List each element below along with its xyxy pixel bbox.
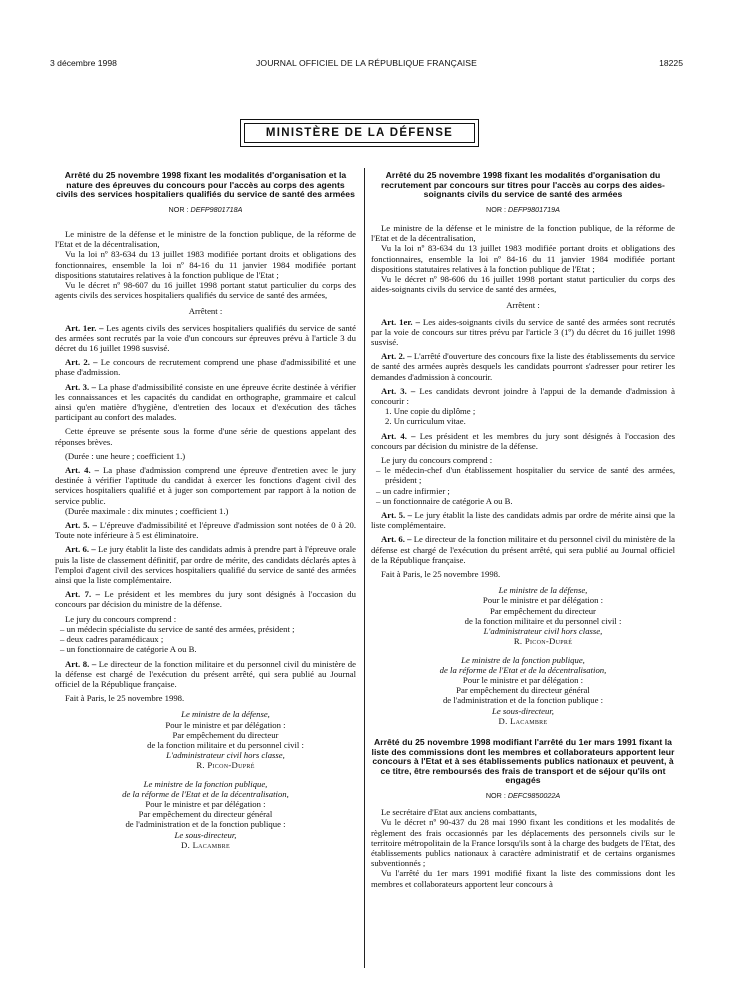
signature-line: Par empêchement du directeur [490,605,596,616]
ministry-heading-box [240,119,479,147]
signature-line: Le ministre de la fonction publique, [143,778,268,789]
article-label: Art. 6. – [65,544,96,555]
left-article-4-duration: (Durée maximale : dix minutes ; coefficient 1.) [65,505,229,516]
right-jury-list [371,465,675,506]
left-signature-defense [95,709,356,770]
article-label: Art. 4. – [381,430,416,441]
article-text: Le jury établit la liste des candidats admis par ordre de mérite ainsi que la liste complémentaire. [371,510,675,531]
left-visa: Vu le décret nº 98-607 du 16 juillet 1998 portant statut particulier du corps des agents civils des services hospitaliers qualifiés du service de santé des armées, [55,280,356,301]
article-label: Art. 2. – [381,351,412,362]
signature-line: Par empêchement du directeur [172,729,279,740]
left-article-4 [55,465,356,506]
right-arretent: Arrêtent : [506,300,540,311]
right-para: Le secrétaire d'Etat aux anciens combattants, [381,807,537,818]
list-item: – un fonctionnaire de catégorie A ou B. [55,644,356,654]
signature-line: Pour le ministre et par délégation : [145,798,266,809]
signature-line: Le sous-directeur, [174,829,237,840]
left-nor-code: DEFP9801718A [190,204,243,214]
right-column [371,171,675,889]
article-label: Art. 7. – [65,589,100,600]
article-text: La phase d'admissibilité consiste en une épreuve écrite destinée à vérifier les connaissances et les capacités du candidat en orthographe, grammaire et calcul ainsi qu'en matière d'hygiène, d'entretien des locaux et d'exécution des tâches participant au confort des malades. [55,381,356,423]
right-visa: Le ministre de la défense et le ministre de la fonction publique, de la réforme de l'Etat et de la décentralisation, [371,222,675,244]
right-article-3 [371,386,675,406]
ministry-heading: MINISTÈRE DE LA DÉFENSE [244,123,475,143]
right-signature-fonction-publique [371,655,675,726]
article-text: Le concours de recrutement comprend une phase d'admissibilité et une phase d'admission. [55,357,357,378]
signature-line: de la réforme de l'Etat et de la décentralisation, [439,664,607,675]
left-decree-title: Arrêté du 25 novembre 1998 fixant les modalités d'organisation et la nature des épreuves du concours pour l'accès au corps des agents civils des services hospitaliers qualifiés du service de santé des armées [56,170,355,200]
left-article-8 [55,659,356,690]
article-text: Les candidats devront joindre à l'appui de la demande d'admission à concourir : [371,385,675,407]
running-header [50,58,683,72]
signature-line: L'administrateur civil hors classe, [166,750,285,761]
right-para: Vu l'arrêté du 1er mars 1991 modifié fixant la liste des commissions dont les membres et collaborateurs apportent leur concours à [371,868,675,889]
article-label: Art. 5. – [381,510,413,521]
article-label: Art. 4. – [65,465,99,476]
left-article-6 [55,544,356,585]
signature-line: Le ministre de la défense, [181,709,270,720]
left-article-5 [55,520,356,540]
article-text: Le jury établit la liste des candidats admis à prendre part à l'épreuve orale puis la liste de classement définitif, par ordre de mérite, des candidats déclarés aptes à l'emploi d'agent civil des services hospitaliers qualifié du service de santé des armées ainsi que la liste complémentaire. [55,544,357,586]
left-article-3-duration: (Durée : une heure ; coefficient 1.) [65,450,186,461]
right-nor-2 [371,791,675,801]
signature-line: de l'administration et de la fonction publique : [442,695,604,706]
signatory-name: D. Lacambre [498,715,548,726]
list-item: 1. Une copie du diplôme ; [385,406,476,417]
right-para: Vu le décret nº 90-437 du 28 mai 1990 fixant les conditions et les modalités de règlement des frais occasionnés par les déplacements des personnels civils sur le territoire métropolitain de la France lorsqu'ils sont à la charge des budgets de l'Etat, des établissements publics nationaux à caractère administratif et de certains organismes subventionnés ; [371,817,675,869]
article-text: Le directeur de la fonction militaire et du personnel civil du ministère de la défense est chargé de l'exécution du présent arrêté, qui sera publié au Journal officiel de la République française. [371,534,675,565]
right-article-2 [371,351,675,382]
signature-line: L'administrateur civil hors classe, [483,626,603,637]
left-article-3 [55,382,356,423]
right-nor-code: DEFP9801719A [508,204,560,214]
left-article-2 [55,357,356,377]
signatory-name: R. Picon-Dupré [513,636,573,647]
header-journal-title: JOURNAL OFFICIEL DE LA RÉPUBLIQUE FRANÇAISE [256,58,477,68]
article-text: Les agents civils des services hospitaliers qualifiés du service de santé des armées sont recrutés par la voie d'un concours sur épreuves prévu à l'article 3 du décret du 16 juillet 1998 susvisé. [55,322,357,354]
right-article-6 [371,534,675,565]
signature-line: de la fonction militaire et du personnel civil : [147,739,304,750]
article-text: Les aides-soignants civils du service de santé des armées sont recrutés par la voie de concours sur titres prévu par l'article 3 (1º) du décret du 16 juillet 1998 susvisé. [371,316,676,348]
signature-line: Le ministre de la défense, [498,585,588,596]
list-item: – un médecin spécialiste du service de santé des armées, président ; [55,624,356,634]
header-date: 3 décembre 1998 [50,58,117,68]
right-visa: Vu la loi nº 83-634 du 13 juillet 1983 modifiée portant droits et obligations des fonctionnaires, ensemble la loi nº 84-16 du 11 janvier 1984 modifiée portant dispositions statutaires relatives à la fonction publique de l'Etat ; [371,243,675,274]
article-text: Les président et les membres du jury sont désignés à l'occasion des concours par décision du ministre de la défense. [371,430,676,451]
left-jury-list [55,624,356,655]
left-fait: Fait à Paris, le 25 novembre 1998. [65,693,185,704]
right-article-4-jury: Le jury du concours comprend : [381,455,493,466]
right-article-1 [371,317,675,348]
article-label: Art. 3. – [65,381,97,392]
signature-line: Pour le ministre et par délégation : [462,674,584,685]
left-article-3-para: Cette épreuve se présente sous la forme d'une série de questions appelant des réponses brèves. [55,426,356,447]
left-column [55,171,356,850]
left-article-1 [55,323,356,354]
article-text: La phase d'admission comprend une épreuve d'entretien avec le jury destinée à vérifier l'aptitude du candidat à exercer les fonctions d'agent civil des services hospitaliers qualifié et à juger son comportement par rapport à la notion de service public. [55,465,356,506]
right-nor-label: NOR : [486,204,506,214]
article-label: Art. 2. – [65,357,98,368]
signature-line: de la réforme de l'Etat et de la décentralisation, [122,788,289,799]
article-label: Art. 8. – [65,658,97,669]
left-signature-fonction-publique [55,779,356,850]
right-fait: Fait à Paris, le 25 novembre 1998. [381,569,501,580]
article-text: L'arrêté d'ouverture des concours fixe la liste des établissements du service de santé des armées auprès desquels les candidats pourront s'adresser pour retirer les demandes d'admission à concourir. [371,351,675,382]
right-decree-title: Arrêté du 25 novembre 1998 fixant les modalités d'organisation du recrutement par concours sur titres pour l'accès au corps des aides-soignants civils du service de santé des armées [381,170,665,200]
list-item: – un fonctionnaire de catégorie A ou B. [371,496,675,506]
list-item: – le médecin-chef d'un établissement hospitalier du service de santé des armées, président ; [371,465,675,485]
left-visa: Vu la loi nº 83-634 du 13 juillet 1983 modifiée portant droits et obligations des fonctionnaires, ensemble la loi nº 84-16 du 11 janvier 1984 modifiée portant dispositions statutaires relatives à la fonction publique de l'Etat ; [55,249,356,280]
left-nor-label: NOR : [168,204,189,214]
left-nor [55,205,356,215]
right-documents-list [371,406,675,426]
right-decree-title-2: Arrêté du 25 novembre 1998 modifiant l'arrêté du 1er mars 1991 fixant la liste des commissions dont les membres et collaborateurs apportent leur concours à l'Etat et à ses établissements publics nationaux et peuvent, à ce titre, être remboursés des frais de transport et de séjour qu'ils ont engagés [371,736,675,786]
signature-line: Pour le ministre et par délégation : [165,719,286,730]
signature-line: Pour le ministre et par délégation : [482,595,604,606]
article-text: L'épreuve d'admissibilité et l'épreuve d'admission sont notées de 0 à 20. Toute note inférieure à 5 est éliminatoire. [55,520,357,541]
list-item: – un cadre infirmier ; [371,486,675,496]
column-divider [364,168,365,968]
signatory-name: R. Picon-Dupré [196,760,255,771]
list-item: – deux cadres paramédicaux ; [55,634,356,644]
right-signature-defense [411,585,675,646]
list-item: 2. Un curriculum vitae. [385,416,466,427]
article-label: Art. 5. – [65,520,97,531]
signature-line: Le ministre de la fonction publique, [461,654,585,665]
right-article-5 [371,510,675,530]
left-arretent: Arrêtent : [188,306,223,317]
signature-line: de l'administration et de la fonction publique : [125,819,286,830]
right-nor-2-code: DEFC9850022A [507,790,561,800]
article-text: Le président et les membres du jury sont désignés à l'occasion du concours par décision du ministre de la défense. [55,589,356,610]
article-label: Art. 1er. – [381,316,420,327]
signature-line: Par empêchement du directeur général [138,809,273,820]
left-article-7-jury: Le jury du concours comprend : [65,613,177,624]
right-nor-2-label: NOR : [485,790,506,800]
signature-line: Le sous-directeur, [492,705,554,716]
right-nor [371,205,675,215]
left-visa: Le ministre de la défense et le ministre de la fonction publique, de la réforme de l'Etat et de la décentralisation, [55,228,356,250]
signatory-name: D. Lacambre [181,839,230,850]
signature-line: Par empêchement du directeur général [456,685,590,696]
article-text: Le directeur de la fonction militaire et du personnel civil du ministère de la défense est chargé de l'exécution du présent arrêté, qui sera publié au Journal officiel de la République française. [55,658,356,689]
right-visa: Vu le décret nº 98-606 du 16 juillet 1998 portant statut particulier du corps des aides-soignants civils du service de santé des armées, [371,274,675,295]
left-article-7 [55,589,356,609]
right-article-4 [371,431,675,451]
article-label: Art. 3. – [381,385,416,396]
article-label: Art. 6. – [381,534,412,545]
header-page-number: 18225 [659,58,683,68]
article-label: Art. 1er. – [65,322,104,333]
signature-line: de la fonction militaire et du personnel civil : [464,615,622,626]
